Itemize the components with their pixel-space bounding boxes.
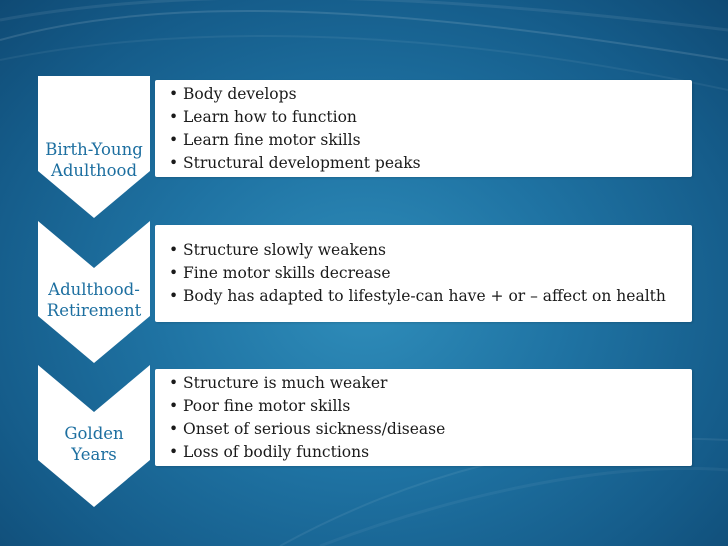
stage-label-line: Adulthood- [48,280,140,299]
stage-chevron-golden-years [38,365,160,507]
stage-label-line: Retirement [46,301,142,320]
list-item: • Structural development peaks [169,152,692,175]
list-item: • Loss of bodily functions [169,441,692,464]
list-item: • Onset of serious sickness/disease [169,418,692,441]
list-item: • Body develops [169,83,692,106]
stage-item-list [169,239,692,308]
stage-label-line: Birth-Young [45,140,143,159]
stage-chevron-adulthood-retirement [38,221,160,363]
stage-item-list [169,83,692,175]
stage-panel-birth-young-adulthood [155,80,692,177]
stage-label-line: Years [71,445,117,464]
stage-label-line: Adulthood [50,161,138,180]
list-item: • Learn how to function [169,106,692,129]
stage-label-line: Golden [64,424,124,443]
list-item: • Learn fine motor skills [169,129,692,152]
list-item: • Structure slowly weakens [169,239,692,262]
list-item: • Poor fine motor skills [169,395,692,418]
stage-panel-golden-years [155,369,692,466]
stage-panel-adulthood-retirement [155,225,692,322]
stage-item-list [169,372,692,464]
list-item: • Body has adapted to lifestyle-can have + or – affect on health [169,285,692,308]
stage-chevron-birth-young-adulthood [38,76,160,218]
list-item: • Structure is much weaker [169,372,692,395]
list-item: • Fine motor skills decrease [169,262,692,285]
stage-label [38,279,150,321]
stage-label [38,423,150,465]
stage-label [38,139,150,181]
